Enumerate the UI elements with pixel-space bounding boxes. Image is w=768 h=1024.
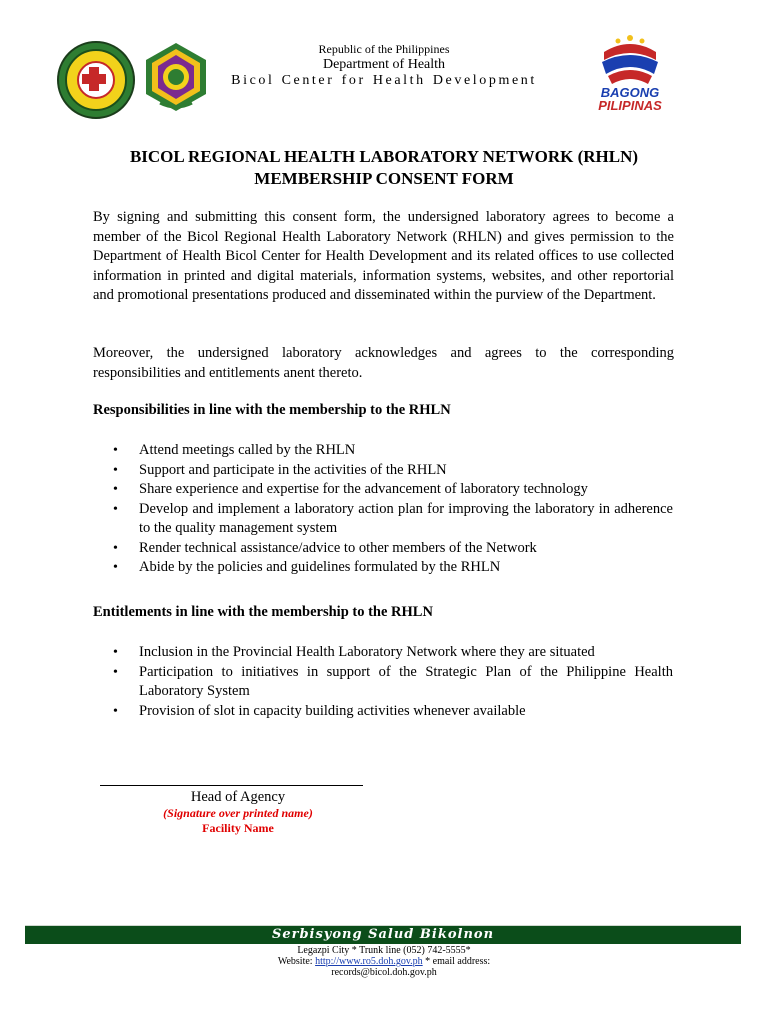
list-item: • Attend meetings called by the RHLN xyxy=(93,441,673,461)
doh-seal-logo xyxy=(57,41,135,119)
bagong-pilipinas-emblem-icon xyxy=(594,30,666,88)
list-item: • Abide by the policies and guidelines formulated by the RHLN xyxy=(93,558,673,578)
footer-email: records@bicol.doh.gov.ph xyxy=(331,967,437,978)
department-label: Department of Health xyxy=(322,57,446,72)
list-item: • Inclusion in the Provincial Health Laboratory Network where they are situated xyxy=(93,643,673,663)
entitlements-list xyxy=(93,643,673,721)
republic-label: Republic of the Philippines xyxy=(318,42,450,56)
footer-address: Legazpi City * Trunk line (052) 742-5555* xyxy=(297,945,471,956)
email-label: * email address: xyxy=(422,956,491,967)
website-link[interactable]: http://www.ro5.doh.gov.ph xyxy=(315,956,423,967)
head-of-agency-label: Head of Agency xyxy=(190,789,286,805)
list-item: • Render technical assistance/advice to other members of the Network xyxy=(93,539,673,559)
footer-tagline: Serbisyong Salud Bikolnon xyxy=(271,927,495,942)
facility-name-label: Facility Name xyxy=(202,821,274,835)
website-label: Website: xyxy=(277,956,316,967)
bagong-pilipinas-logo xyxy=(594,30,666,114)
center-label: Bicol Center for Health Development xyxy=(231,73,537,88)
consent-paragraph: By signing and submitting this consent form, the undersigned laboratory agrees to become a member of the Bicol Regional Health Laboratory Network (RHLN) and gives permission to the Department of Health Bicol Center for Health Development and its related offices to use collected information in printed and digital materials, information systems, websites, and other reportorial and promotional presentations produced and disseminated within the purview of the Department. xyxy=(93,209,674,303)
form-title-line2: MEMBERSHIP CONSENT FORM xyxy=(254,169,514,188)
list-item: • Share experience and expertise for the advancement of laboratory technology xyxy=(93,480,673,500)
list-item: • Support and participate in the activities of the RHLN xyxy=(93,461,673,481)
signature-note: (Signature over printed name) xyxy=(163,806,313,820)
list-item: • Provision of slot in capacity building activities whenever available xyxy=(93,702,673,722)
list-item: • Develop and implement a laboratory action plan for improving the laboratory in adherence to the quality management system xyxy=(93,500,673,539)
responsibilities-heading: Responsibilities in line with the membership to the RHLN xyxy=(93,402,451,418)
list-item: • Participation to initiatives in support of the Strategic Plan of the Philippine Health Laboratory System xyxy=(93,663,673,702)
entitlements-heading: Entitlements in line with the membership to the RHLN xyxy=(93,604,433,620)
signature-line xyxy=(100,785,363,786)
pilipinas-text: PILIPINAS xyxy=(598,98,662,113)
responsibilities-list xyxy=(93,441,673,578)
footer-band xyxy=(25,925,741,944)
form-title-line1: BICOL REGIONAL HEALTH LABORATORY NETWORK (RHLN) xyxy=(129,147,639,166)
bagong-text: BAGONG xyxy=(600,85,660,100)
acknowledgement-paragraph: Moreover, the undersigned laboratory acknowledges and agrees to the corresponding responsibilities and entitlements anent thereto. xyxy=(93,345,674,381)
